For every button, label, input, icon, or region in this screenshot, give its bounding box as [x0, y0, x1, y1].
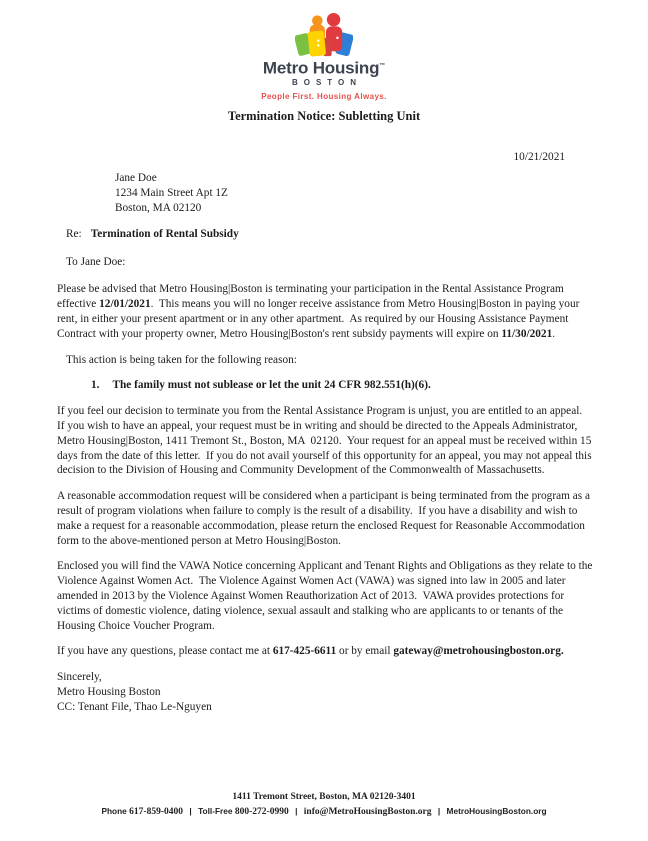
- recipient-name: Jane Doe: [115, 172, 157, 185]
- paragraph-text: If you have any questions, please contact me at: [57, 645, 273, 658]
- recipient-street: 1234 Main Street Apt 1Z: [115, 187, 228, 200]
- re-subject-line: [66, 227, 595, 242]
- recipient-address-block: [115, 171, 595, 215]
- footer-separator: |: [295, 806, 298, 816]
- letter-date: 10/21/2021: [513, 150, 565, 163]
- footer-tollfree: 800-272-0990: [234, 807, 289, 817]
- effective-date: 12/01/2021: [99, 298, 151, 311]
- expire-date: 11/30/2021: [501, 327, 553, 340]
- re-label: Re:: [66, 227, 82, 240]
- paragraph-reasonable-accommodation: A reasonable accommodation request will be considered when a participant is being terminated from the program as a result of program violations when failure to comply is the result of a disability. If you have a disability and wish to make a request for a reasonable accommodation, please return the enclosed Request for Reasonable Accommodation form to the above-mentioned person at Metro Housing|Boston.: [57, 490, 593, 547]
- footer-website: MetroHousingBoston.org: [446, 806, 547, 816]
- closing-block: [57, 670, 595, 715]
- footer-separator: |: [189, 806, 192, 816]
- brand-name: [0, 58, 648, 77]
- logo-dot: [317, 44, 319, 46]
- metro-housing-people-logo-icon: [295, 12, 353, 58]
- closing-org: Metro Housing Boston: [57, 686, 161, 699]
- paragraph-text: .: [552, 327, 556, 340]
- reason-intro: This action is being taken for the following reason:: [66, 353, 297, 366]
- paragraph-text: .: [560, 645, 564, 658]
- letterhead: [0, 12, 648, 102]
- logo-orange-head-shape: [312, 15, 323, 26]
- paragraph-vawa: Enclosed you will find the VAWA Notice concerning Applicant and Tenant Rights and Obligations as they relate to the Violence Against Women Act. The Violence Against Women Act (VAWA) was signed into law in 2005 and later amended in 2013 by the Violence Against Women Reauthorization Act of 2013. VAWA provides protections for victims of domestic violence, dating violence, sexual assault and stalking who are applicants to or tenants of the Housing Choice Voucher Program.: [57, 560, 596, 632]
- letter-content: [0, 150, 648, 716]
- contact-email: gateway@metrohousingboston.org: [393, 645, 561, 658]
- closing-sincerely: Sincerely,: [57, 671, 102, 684]
- re-subject: Termination of Rental Subsidy: [90, 227, 239, 240]
- document-title: Termination Notice: Subletting Unit: [227, 108, 421, 123]
- reason-number: 1.: [91, 379, 100, 392]
- footer-phone: 617-859-0400: [129, 807, 183, 817]
- footer-tollfree-label: Toll-Free: [198, 806, 233, 816]
- recipient-city: Boston, MA 02120: [115, 202, 202, 215]
- trademark-symbol: ™: [379, 63, 386, 69]
- footer-separator: |: [437, 806, 441, 816]
- reason-text: The family must not sublease or let the unit 24 CFR 982.551(h)(6).: [112, 379, 431, 392]
- letter-footer: [0, 791, 648, 819]
- logo-dot: [317, 40, 319, 42]
- paragraph-questions: [57, 644, 595, 659]
- brand-tagline: People First. Housing Always.: [261, 91, 387, 101]
- footer-email: info@MetroHousingBoston.org: [303, 807, 432, 817]
- paragraph-appeal: If you feel our decision to terminate you from the Rental Assistance Program is unjust, you are entitled to an appeal. If you wish to have an appeal, your request must be in writing and should be directed to the Appeals Administrator, Metro Housing|Boston, 1411 Tremont St., Boston, MA 02120. Your request for an appeal must be received within 15 days from the date of this letter. If you do not avail yourself of this opportunity for an appeal, you may not appeal this decision to the Division of Housing and Community Development of the Commonwealth of Massachusetts.: [57, 405, 595, 477]
- brand-name-text: Metro Housing: [262, 58, 380, 78]
- logo-yellow-book-shape: [307, 30, 326, 56]
- paragraph-text: or by email: [336, 645, 394, 658]
- footer-address: 1411 Tremont Street, Boston, MA 02120-3401: [232, 792, 416, 802]
- footer-phone-label: Phone: [101, 806, 127, 816]
- closing-cc: CC: Tenant File, Thao Le-Nguyen: [57, 701, 212, 714]
- salutation: To Jane Doe:: [66, 255, 126, 268]
- footer-contacts: [0, 804, 648, 819]
- contact-phone: 617-425-6611: [272, 645, 337, 658]
- reason-list-item: [91, 378, 595, 393]
- paragraph-text: Please be advised that Metro Housing|Boston is terminating your participation in the Rental Assistance Program effective: [57, 283, 567, 311]
- brand-boston: BOSTON: [291, 77, 363, 87]
- paragraph-termination: [57, 282, 595, 341]
- logo-red-head-shape: [327, 13, 340, 26]
- logo-dot: [336, 37, 338, 39]
- paragraph-text: . This means you will no longer receive assistance from Metro Housing|Boston in paying your rent, in either your present apartment or in any other apartment. As required by our Housing Assistance Payment Contract with your property owner, Metro Housing|Boston's rent subsidy payments will expire on: [57, 298, 583, 340]
